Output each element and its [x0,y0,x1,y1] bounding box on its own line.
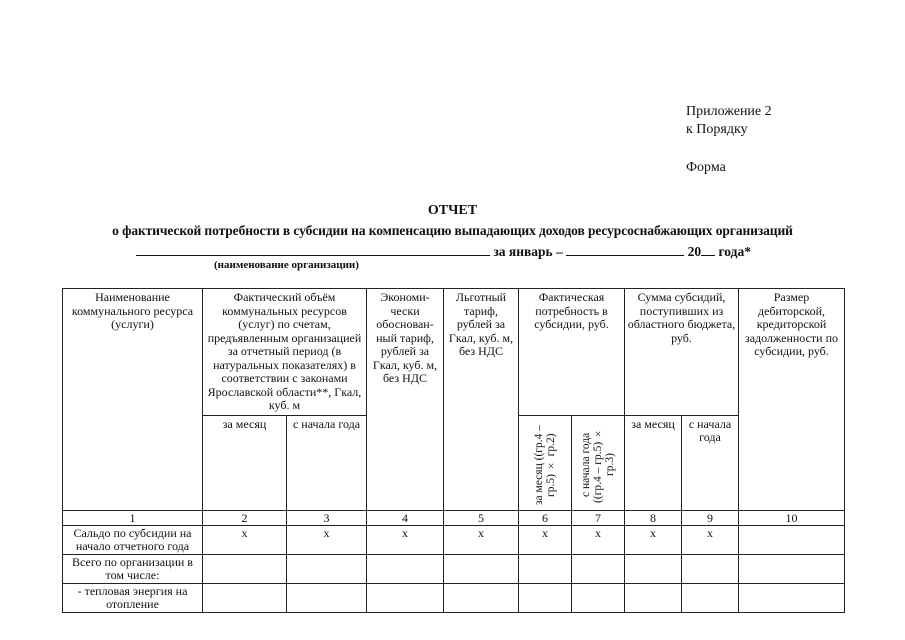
org-caption: (наименование организации) [214,259,359,271]
appendix-line-2: к Порядку [686,122,748,137]
header-resource: Наименование коммунального ресурса (услуги) [63,289,203,511]
table-cell [203,554,287,583]
row-label-saldo: Сальдо по субсидии на начало отчетного года [63,525,203,554]
header-volume-year: с начала года [287,415,367,510]
header-received: Сумма субсидий, поступивших из областного бюджета, руб. [625,289,739,416]
period-line [136,241,751,260]
table-cell [367,583,444,612]
col-num: 8 [625,510,682,525]
row-label-heating: - тепловая энергия на отопление [63,583,203,612]
table-cell [572,554,625,583]
appendix-block [686,103,772,177]
col-num: 6 [519,510,572,525]
form-label: Форма [686,160,726,175]
table-cell [519,583,572,612]
year-blank [701,241,715,256]
table-cell: х [625,525,682,554]
header-received-year: с начала года [682,415,739,510]
col-num: 1 [63,510,203,525]
report-title: ОТЧЕТ [427,203,478,218]
period-end-blank [566,241,684,256]
table-cell: х [287,525,367,554]
column-numbers-row [63,510,845,525]
col-num: 4 [367,510,444,525]
report-table [62,288,845,613]
table-cell: х [444,525,519,554]
header-debt: Размер дебиторской, кредиторской задолженности по субсидии, руб. [739,289,845,511]
year-suffix: года* [718,244,751,259]
table-cell [367,554,444,583]
table-cell: х [519,525,572,554]
org-name-blank [136,241,490,256]
header-econ-tariff: Экономи-чески обоснован-ный тариф, рублей за Гкал, куб. м, без НДС [367,289,444,511]
table-cell [444,583,519,612]
col-num: 5 [444,510,519,525]
table-row [63,583,845,612]
header-volume: Фактический объём коммунальных ресурсов (услуг) по счетам, предъявленным организацией за отчетный период (в натуральных показателях) в соответствии с законами Ярославской области**, Гкал, куб. м [203,289,367,416]
table-cell: х [682,525,739,554]
header-need-year: с начала года ((гр.4 – гр.5) × гр.3) [580,426,616,503]
header-need: Фактическая потребность в субсидии, руб. [519,289,625,416]
header-need-year-cell [572,415,625,510]
header-need-month-cell [519,415,572,510]
appendix-line-1: Приложение 2 [686,104,772,119]
table-row [63,525,845,554]
table-cell [625,583,682,612]
table-cell [739,525,845,554]
report-subtitle: о фактической потребности в субсидии на компенсацию выпадающих доходов ресурсоснабжающих организаций [112,223,793,238]
table-cell [739,554,845,583]
col-num: 10 [739,510,845,525]
header-volume-month: за месяц [203,415,287,510]
col-num: 2 [203,510,287,525]
col-num: 9 [682,510,739,525]
col-num: 3 [287,510,367,525]
table-cell [572,583,625,612]
table-cell [519,554,572,583]
header-need-month: за месяц ((гр.4 – гр.5) × гр.2) [533,424,557,505]
col-num: 7 [572,510,625,525]
header-pref-tariff: Льготный тариф, рублей за Гкал, куб. м, без НДС [444,289,519,511]
header-row-1 [63,289,845,416]
table-cell [739,583,845,612]
header-received-month: за месяц [625,415,682,510]
period-month-text: за январь – [493,244,563,259]
year-prefix: 20 [687,244,702,259]
row-label-total: Всего по организации в том числе: [63,554,203,583]
table-cell: х [203,525,287,554]
table-cell [682,583,739,612]
table-cell: х [367,525,444,554]
table-cell [682,554,739,583]
table-cell [287,583,367,612]
table-cell [203,583,287,612]
table-cell [625,554,682,583]
table-cell [444,554,519,583]
table-row [63,554,845,583]
table-cell: х [572,525,625,554]
table-cell [287,554,367,583]
